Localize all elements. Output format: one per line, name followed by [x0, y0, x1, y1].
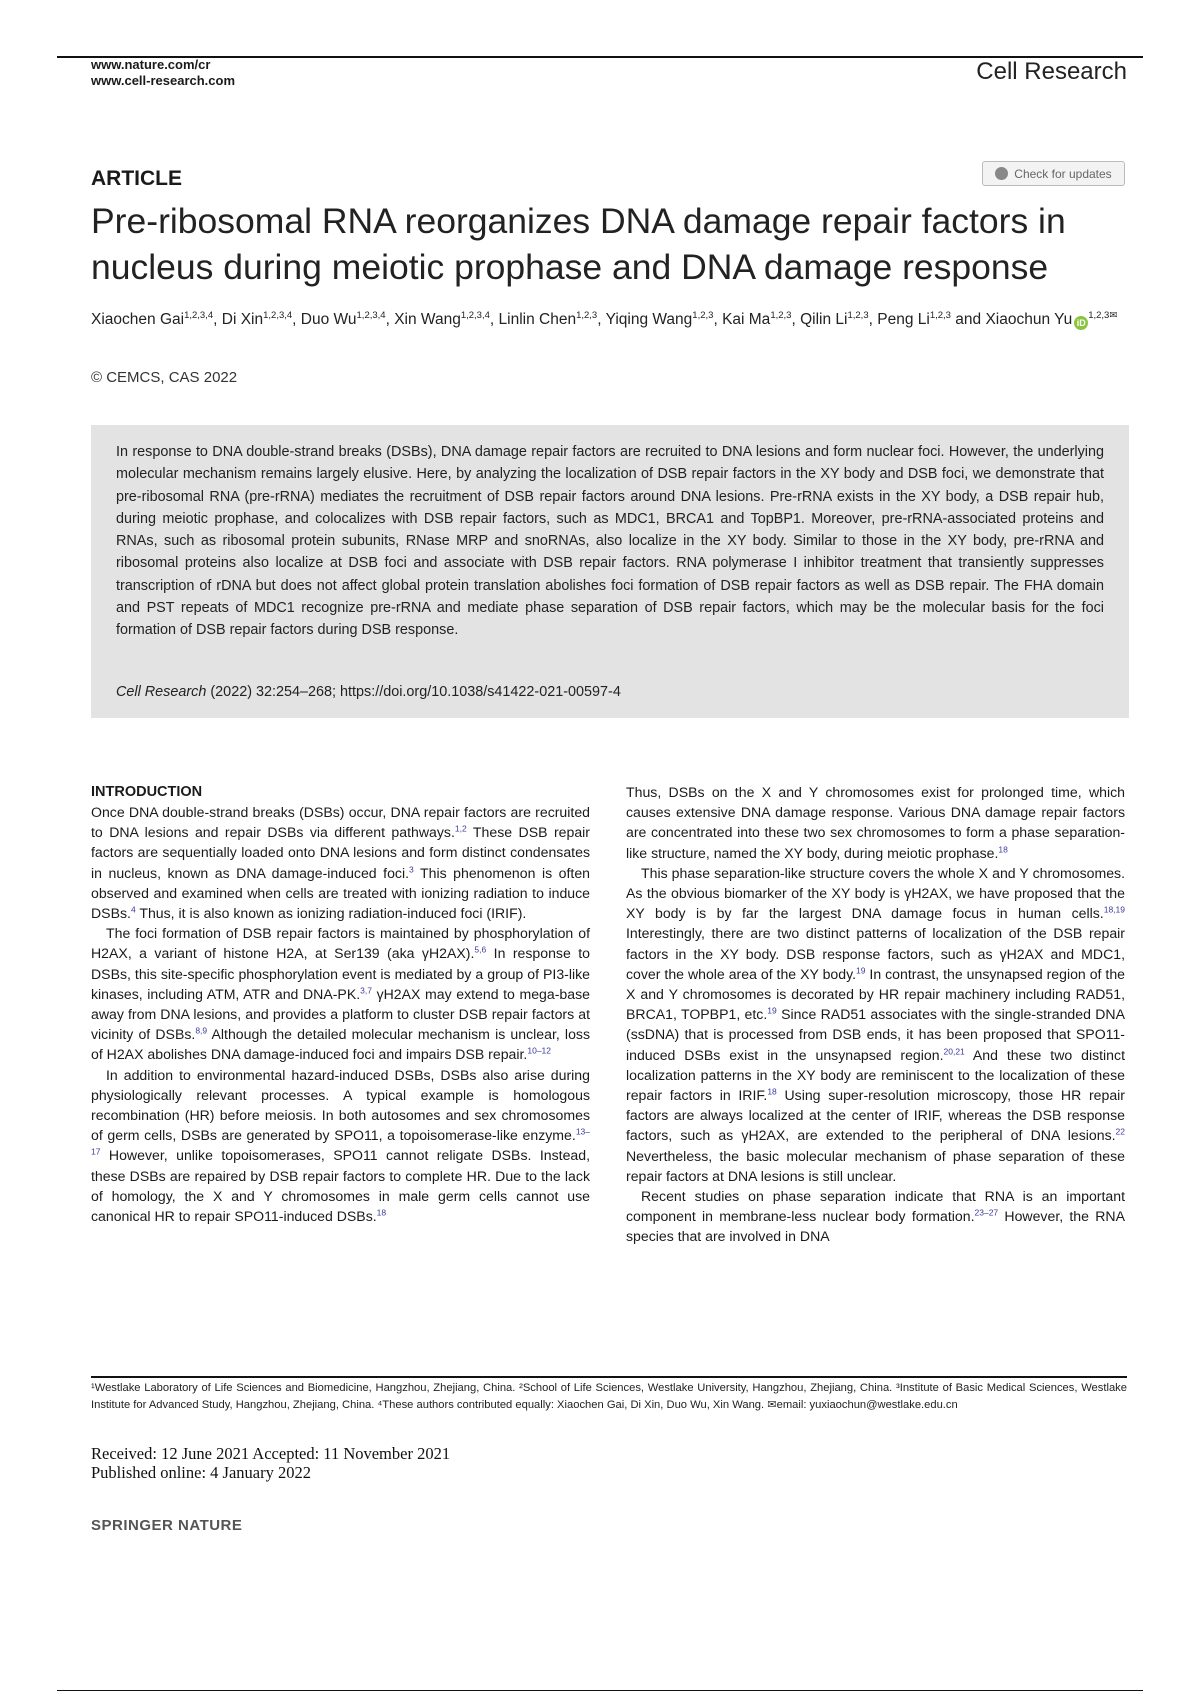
- author-affiliation-marker: 1,2,3,4: [460, 310, 490, 321]
- reference-link[interactable]: 10–12: [527, 1045, 551, 1056]
- author-name[interactable]: Xiaochun Yu: [985, 311, 1073, 329]
- author-name[interactable]: Qilin Li: [800, 311, 848, 329]
- reference-link[interactable]: 18,19: [1103, 904, 1125, 915]
- reference-link[interactable]: 19: [856, 965, 866, 976]
- check-updates-label: Check for updates: [1014, 166, 1112, 181]
- reference-link[interactable]: 22: [1115, 1126, 1125, 1137]
- author-affiliation-marker: 1,2,3,4: [356, 310, 386, 321]
- orcid-icon[interactable]: iD: [1074, 316, 1088, 330]
- reference-link[interactable]: 13–17: [91, 1126, 590, 1157]
- intro-paragraph: Thus, DSBs on the X and Y chromosomes exist for prolonged time, which causes extensive DNA damage response. Various DNA damage repair factors are concentrated into these two sex chromosomes to form a phase separation-like structure, named the XY body, during meiotic prophase.$^{18}$: [626, 784, 1125, 861]
- bottom-rule: [57, 1690, 1143, 1691]
- intro-paragraph: The foci formation of DSB repair factors is maintained by phosphorylation of H2AX, a variant of histone H2A, at Ser139 (aka γH2AX).$^{5,6}$ In response to DSBs, this site-specific phosphorylation event is mediated by a group of PI3-like kinases, including ATM, ATR and DNA-PK.$^{3,7}$ γH2AX may extend to mega-base away from DNA lesions, and provides a platform to cluster DSB repair factors at vicinity of DSBs.$^{8,9}$ Although the detailed molecular mechanism is unclear, loss of H2AX abolishes DNA damage-induced foci and impairs DSB repair.$^{10-12}$: [91, 925, 590, 1063]
- header-urls: [91, 57, 235, 89]
- introduction-heading: INTRODUCTION: [91, 784, 203, 800]
- abstract-text: In response to DNA double-strand breaks (DSBs), DNA damage repair factors are recruited to DNA lesions and form nuclear foci. However, the underlying molecular mechanism remains largely elusive. Here, by analyzing the localization of DSB repair factors in the XY body and DSB foci, we demonstrate that pre-ribosomal RNA (pre-rRNA) mediates the recruitment of DSB repair factors around DNA lesions. Pre-rRNA exists in the XY body, a DSB repair hub, during meiotic prophase, and colocalizes with DSB repair factors, such as MDC1, BRCA1 and TopBP1. Moreover, pre-rRNA-associated proteins and RNAs, such as ribosomal protein subunits, RNase MRP and snoRNAs, also localize in the XY body. Similar to those in the XY body, pre-rRNA and ribosomal proteins also localize at DSB foci and associate with DSB repair factors. RNA polymerase I inhibitor treatment that transiently suppresses transcription of rDNA but does not affect global protein translation abolishes foci formation of DSB repair factors as well as DSB repair. The FHA domain and PST repeats of MDC1 recognize pre-rRNA and mediate phase separation of DSB repair factors, which may be the molecular basis for the foci formation of DSB repair factors during DSB response.: [116, 444, 1104, 639]
- article-type-label: ARTICLE: [91, 167, 182, 190]
- author-name[interactable]: Xin Wang: [394, 311, 461, 329]
- check-for-updates-button[interactable]: [982, 161, 1125, 186]
- publisher-logo: SPRINGER NATURE: [91, 1517, 243, 1534]
- abstract-box: [91, 425, 1129, 718]
- author-list: Xiaochen Gai$^{1,2,3,4}$, Di Xin$^{1,2,3,4}$, Duo Wu$^{1,2,3,4}$, Xin Wang$^{1,2,3,4}$, Linlin Chen$^{1,2,3}$, Yiqing Wang$^{1,2,3}$, Kai Ma$^{1,2,3}$, Qilin Li$^{1,2,3}$, Peng Li$^{1,2,3}$ and Xiaochun Yu $iD^{1,2,3✉}$: [91, 310, 1118, 329]
- reference-link[interactable]: 19: [767, 1005, 777, 1016]
- author-name[interactable]: Peng Li: [877, 311, 930, 329]
- author-affiliation-marker: 1,2,3: [576, 310, 598, 321]
- footnote-rule: [91, 1376, 1127, 1378]
- reference-link[interactable]: 23–27: [974, 1207, 999, 1218]
- right-column: [626, 782, 1125, 1247]
- affiliations: ¹Westlake Laboratory of Life Sciences and Biomedicine, Hangzhou, Zhejiang, China. ²School of Life Sciences, Westlake University, Hangzhou, Zhejiang, China. ³Institute of Basic Medical Sciences, Westlake Institute for Advanced Study, Hangzhou, Zhejiang, China. ⁴These authors contributed equally: Xiaochen Gai, Di Xin, Duo Wu, Xin Wang. ✉email: yuxiaochun@westlake.edu.cn: [91, 1382, 1127, 1411]
- author-affiliation-marker: 1,2,3: [847, 310, 869, 321]
- author-name[interactable]: Di Xin: [221, 311, 264, 329]
- intro-paragraph: In addition to environmental hazard-induced DSBs, DSBs also arise during physiologically relevant processes. A typical example is homologous recombination (HR) before meiosis. In both autosomes and sex chromosomes of germ cells, DSBs are generated by SPO11, a topoisomerase-like enzyme.$^{13-17}$ However, unlike topoisomerases, SPO11 cannot religate DSBs. Instead, these DSBs are repaired by DSB repair factors to complete HR. Due to the lack of homology, the X and Y chromosomes in male germ cells cannot use canonical HR to repair SPO11-induced DSBs.$^{18}$: [91, 1066, 590, 1225]
- reference-link[interactable]: 18: [998, 843, 1008, 854]
- author-affiliation-marker: 1,2,3: [929, 310, 951, 321]
- url-cell-research[interactable]: www.cell-research.com: [91, 73, 236, 88]
- article-dates: [91, 1444, 450, 1482]
- author-affiliation-marker: 1,2,3: [692, 310, 714, 321]
- citation: [116, 684, 621, 700]
- reference-link[interactable]: 20,21: [943, 1045, 965, 1056]
- reference-link[interactable]: 4: [130, 904, 136, 915]
- copyright: © CEMCS, CAS 2022: [91, 369, 238, 386]
- reference-link[interactable]: 5,6: [474, 944, 487, 955]
- citation-journal: Cell Research: [116, 684, 207, 700]
- author-name[interactable]: Yiqing Wang: [605, 311, 693, 329]
- reference-link[interactable]: 3: [409, 863, 414, 874]
- reference-link[interactable]: 18: [767, 1086, 777, 1097]
- author-name[interactable]: Duo Wu: [300, 311, 357, 329]
- reference-link[interactable]: 18: [376, 1207, 387, 1218]
- intro-paragraph: Recent studies on phase separation indicate that RNA is an important component in membrane-less nuclear body formation.$^{23-27}$ However, the RNA species that are involved in DNA: [626, 1188, 1125, 1245]
- intro-paragraph: This phase separation-like structure covers the whole X and Y chromosomes. As the obvious biomarker of the XY body is γH2AX, we have proposed that the XY body is by far the largest DNA damage focus in human cells.$^{18,19}$ Interestingly, there are two distinct patterns of localization of the DSB repair factors in the XY body. DSB response factors, such as γH2AX and MDC1, cover the whole area of the XY body.$^{19}$ In contrast, the unsynapsed region of the X and Y chromosomes is decorated by HR repair machinery including RAD51, BRCA1, TOPBP1, etc.$^{19}$ Since RAD51 associates with the single-stranded DNA (ssDNA) that is processed from DSB ends, it has been proposed that SPO11-induced DSBs exist in the unsynapsed region.$^{20,21}$ And these two distinct localization patterns in the XY body are reminiscent to the localization of these repair factors in IRIF.$^{18}$ Using super-resolution microscopy, those HR repair factors are always localized at the center of IRIF, whereas the DSB response factors, such as γH2AX, are extended to the peripheral of DNA lesions.$^{22}$ Nevertheless, the basic molecular mechanism of phase separation of these repair factors at DNA lesions is still unclear.: [626, 864, 1126, 1184]
- citation-details: (2022) 32:254–268; https://doi.org/10.1038/s41422-021-00597-4: [206, 684, 621, 700]
- check-updates-icon: [995, 167, 1008, 180]
- reference-link[interactable]: 3,7: [360, 985, 372, 996]
- article-title: Pre-ribosomal RNA reorganizes DNA damage repair factors in nucleus during meiotic prophase and DNA damage response: [91, 201, 1066, 287]
- author-name[interactable]: Xiaochen Gai: [91, 311, 185, 329]
- journal-name: Cell Research: [976, 58, 1127, 85]
- author-affiliation-marker: 1,2,3: [770, 310, 792, 321]
- author-affiliation-marker: 1,2,3,4: [184, 310, 214, 321]
- author-affiliation-marker: 1,2,3,4: [263, 310, 293, 321]
- reference-link[interactable]: 8,9: [195, 1025, 208, 1036]
- author-name[interactable]: Kai Ma: [722, 311, 771, 329]
- author-affiliation-marker: 1,2,3✉: [1088, 310, 1118, 321]
- url-nature[interactable]: www.nature.com/cr: [91, 57, 211, 72]
- intro-paragraph: Once DNA double-strand breaks (DSBs) occur, DNA repair factors are recruited to DNA lesions and repair DSBs via different pathways.$^{1,2}$ These DSB repair factors are sequentially loaded onto DNA lesions and form distinct condensates in nucleus, known as DNA damage-induced foci.$^3$ This phenomenon is often observed and examined when cells are treated with ionizing radiation to induce DSBs.$^4$ Thus, it is also known as ionizing radiation-induced foci (IRIF).: [91, 804, 590, 922]
- received-accepted-date: Received: 12 June 2021 Accepted: 11 November 2021: [91, 1444, 451, 1463]
- reference-link[interactable]: 1,2: [454, 823, 467, 834]
- published-date: Published online: 4 January 2022: [91, 1463, 311, 1482]
- left-column: [91, 782, 590, 1226]
- author-name[interactable]: Linlin Chen: [498, 311, 577, 329]
